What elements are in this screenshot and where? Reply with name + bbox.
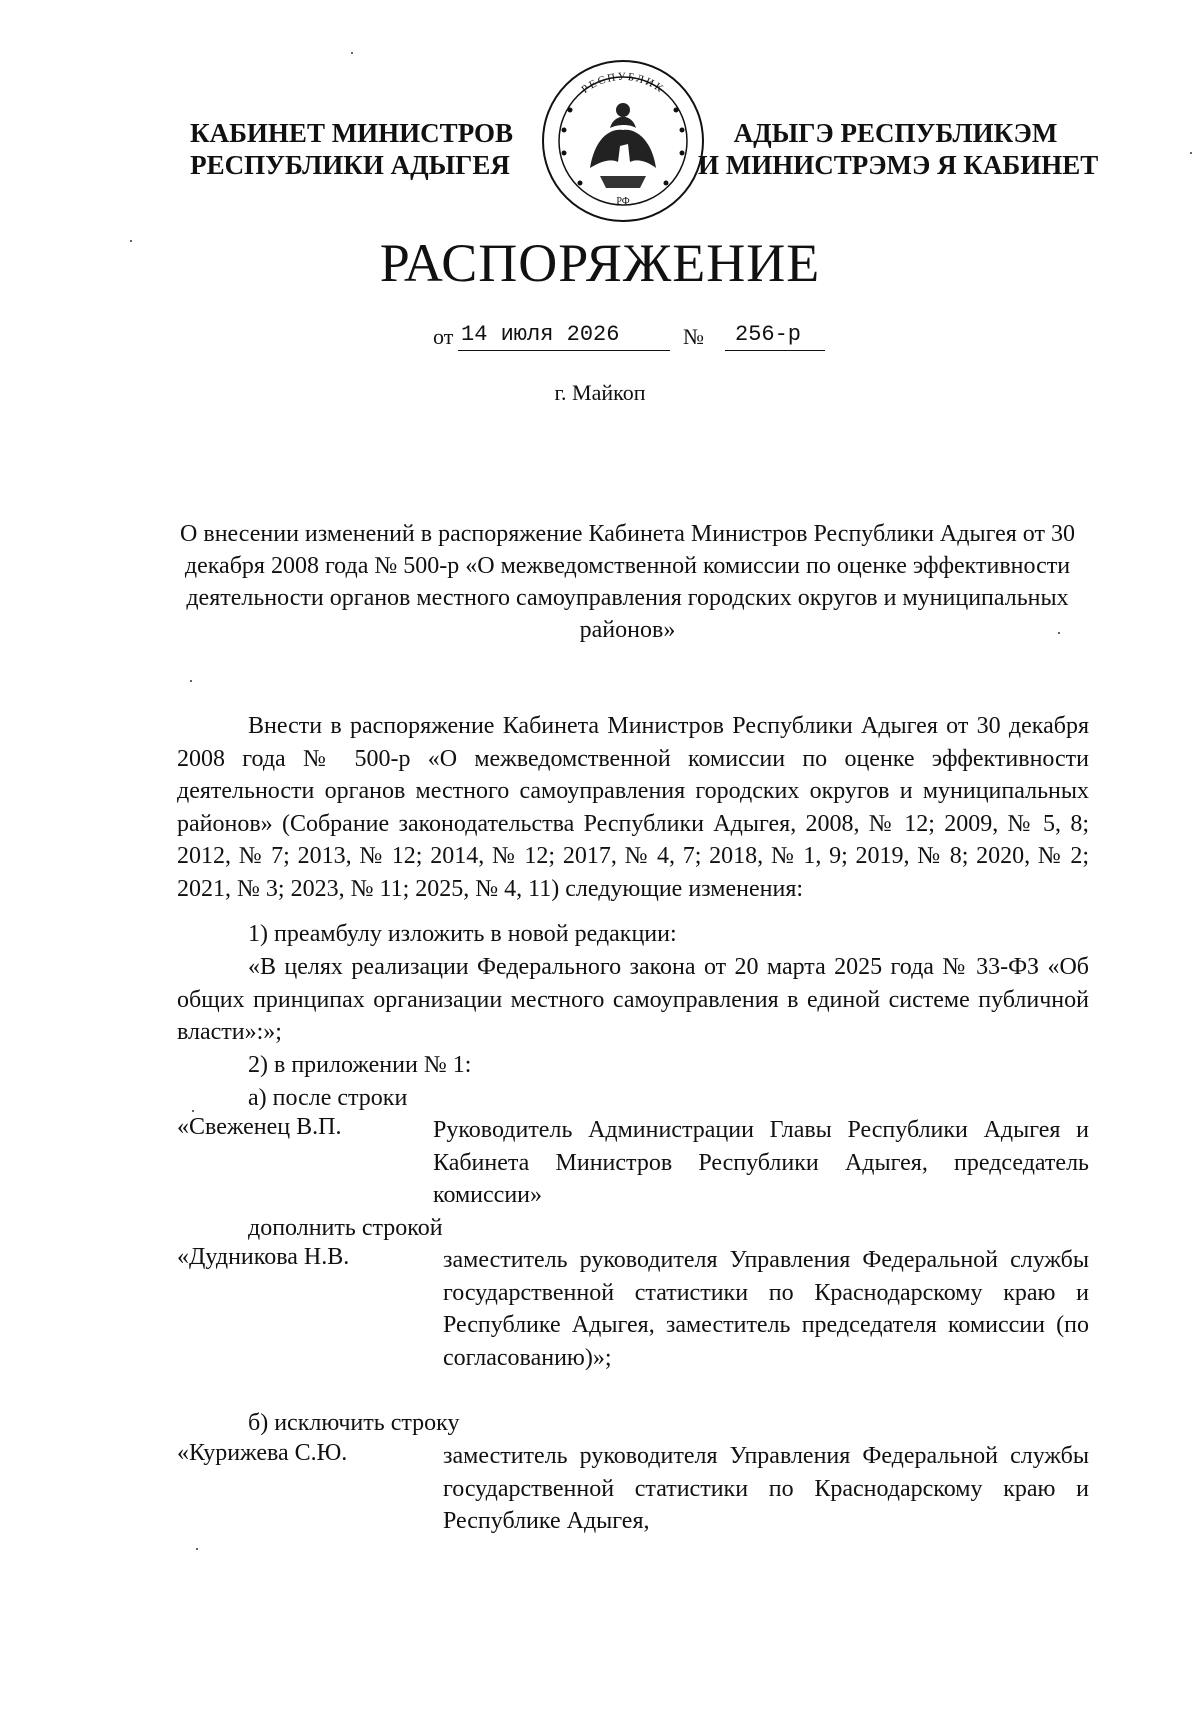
issuer-name-russian <box>190 117 514 181</box>
issuer-line-1: КАБИНЕТ МИНИСТРОВ <box>190 118 514 148</box>
member-position-3: заместитель руководителя Управления Федеральной службы государственной статистики по Краснодарскому краю и Республике Адыгея, <box>443 1443 1089 1534</box>
scan-speck <box>1058 632 1060 634</box>
member-position-2: заместитель руководителя Управления Федеральной службы государственной статистики по Краснодарскому краю и Республике Адыгея, заместитель председателя комиссии (по согласованию)»; <box>443 1247 1089 1371</box>
item-1-quote: «В целях реализации Федерального закона от 20 марта 2025 года № 33-ФЗ «Об общих принципах организации местного самоуправления в единой системе публичной власти»:»; <box>177 954 1089 1045</box>
date-underline <box>458 350 670 351</box>
issuer-adyghe-line-2: И МИНИСТРЭМЭ Я КАБИНЕТ <box>698 150 1099 180</box>
document-type-heading: РАСПОРЯЖЕНИЕ <box>379 233 821 293</box>
scan-speck <box>130 240 132 242</box>
emblem-ring-text: РЕСПУБЛИК <box>579 71 667 96</box>
number-prefix: № <box>683 324 704 349</box>
document-number: 256-р <box>735 322 802 347</box>
document-title: О внесении изменений в распоряжение Кабинета Министров Республики Адыгея от 30 декабря 2008 года № 500-р «О межведомственной комиссии по оценке эффективности деятельности органов местного самоуправления городских округов и муниципальных районов» <box>180 521 1075 643</box>
issuer-name-adyghe <box>698 117 1099 181</box>
document-date: 14 июля 2026 <box>461 322 620 347</box>
member-name-3: «Курижева С.Ю. <box>177 1440 348 1466</box>
member-position-1: Руководитель Администрации Главы Республики Адыгея и Кабинета Министров Республики Адыгея, председатель комиссии» <box>433 1117 1089 1208</box>
emblem-bottom-text: РФ <box>616 196 630 207</box>
city: г. Майкоп <box>554 380 646 405</box>
member-name-1: «Свеженец В.П. <box>177 1114 342 1140</box>
number-underline <box>725 350 825 351</box>
intro-paragraph: Внести в распоряжение Кабинета Министров Республики Адыгея от 30 декабря 2008 года № 500-р «О межведомственной комиссии по оценке эффективности деятельности органов местного самоуправления городских округов и муниципальных районов» (Собрание законодательства Республики Адыгея, 2008, № 12; 2009, № 5, 8; 2012, № 7; 2013, № 12; 2014, № 12; 2017, № 4, 7; 2018, № 1, 9; 2019, № 8; 2020, № 2; 2021, № 3; 2023, № 11; 2025, № 4, 11) следующие изменения: <box>177 713 1089 902</box>
item-2b: б) исключить строку <box>248 1410 460 1436</box>
date-number-line <box>433 320 833 352</box>
item-1: 1) преамбулу изложить в новой редакции: <box>248 921 677 947</box>
scan-speck <box>1190 152 1192 154</box>
issuer-line-2: РЕСПУБЛИКИ АДЫГЕЯ <box>190 150 510 180</box>
item-2a-add: дополнить строкой <box>248 1215 443 1241</box>
member-name-2: «Дудникова Н.В. <box>177 1244 350 1270</box>
svg-text:РЕСПУБЛИК <box>579 71 666 96</box>
scan-speck <box>351 52 353 54</box>
scan-speck <box>192 1110 194 1112</box>
issuer-adyghe-line-1: АДЫГЭ РЕСПУБЛИКЭМ <box>733 118 1058 148</box>
item-2a: а) после строки <box>248 1085 408 1111</box>
republic-of-adygea-coat-of-arms-icon <box>540 58 706 224</box>
scan-speck <box>190 680 192 682</box>
date-prefix: от <box>433 324 454 349</box>
item-2: 2) в приложении № 1: <box>248 1052 472 1078</box>
scan-speck <box>196 1548 198 1550</box>
